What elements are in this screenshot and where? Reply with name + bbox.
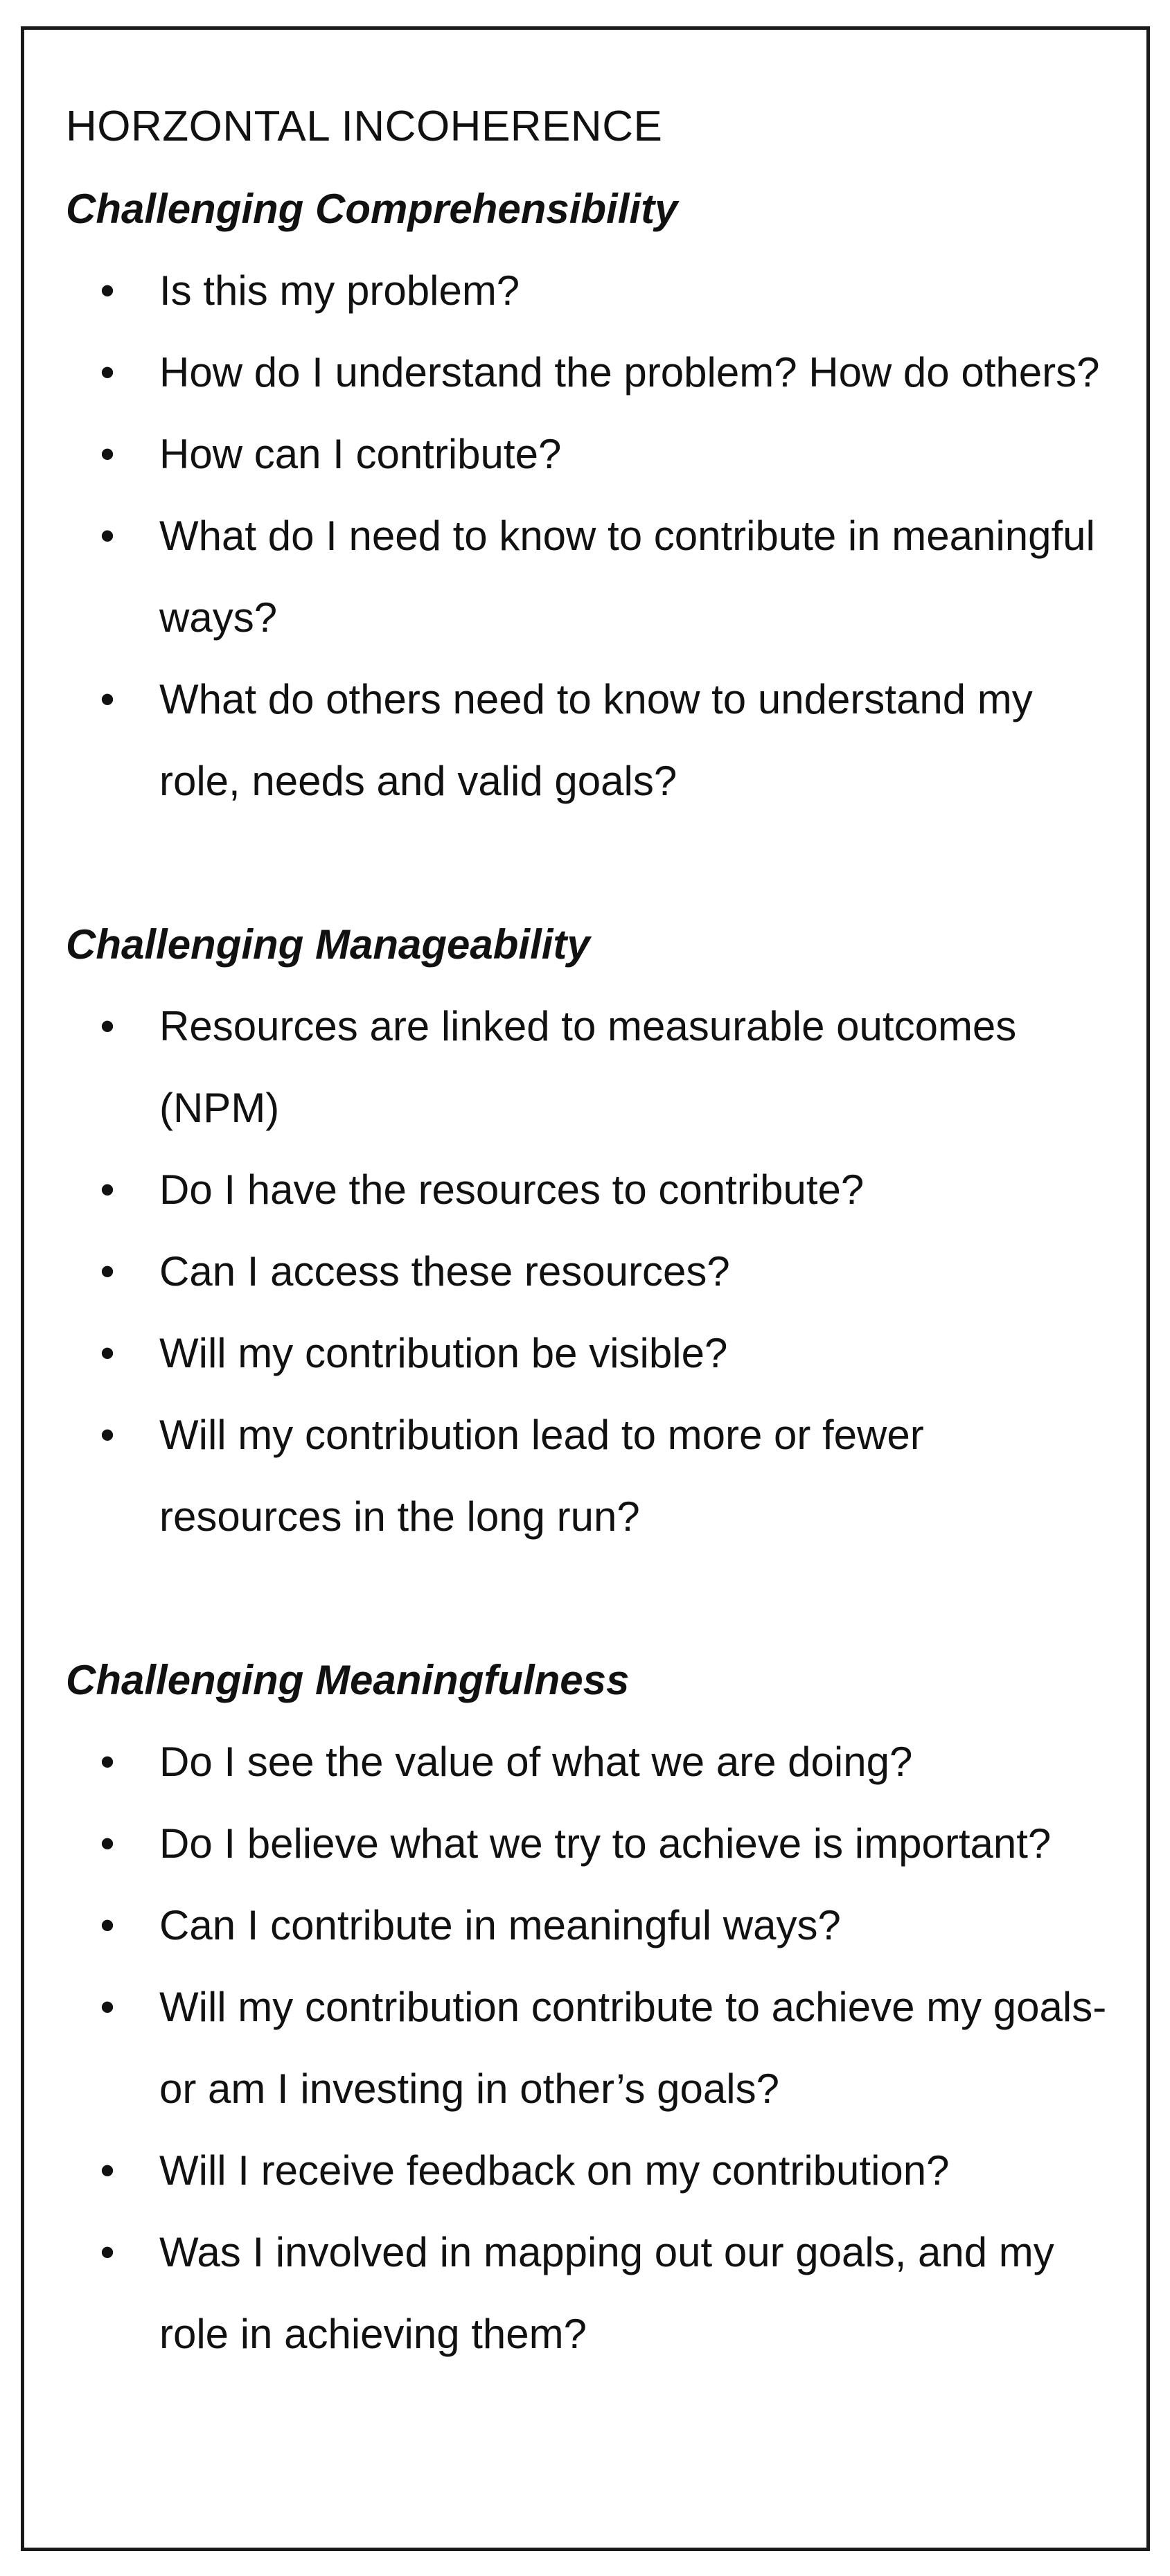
list-item-text: What do others need to know to understand my role, needs and valid goals?	[159, 676, 1033, 804]
list-item-text: Do I believe what we try to achieve is important?	[159, 1820, 1052, 1867]
list-item	[66, 2130, 1119, 2212]
bullet-list	[66, 250, 1119, 822]
list-item	[66, 2212, 1119, 2375]
list-item	[66, 1149, 1119, 1231]
list-item-text: Will my contribution be visible?	[159, 1330, 728, 1376]
text-box-frame	[21, 26, 1150, 2551]
section-heading: Challenging Manageability	[66, 921, 590, 968]
bullet-icon: •	[100, 1166, 115, 1213]
text-box-content	[66, 85, 1119, 2375]
list-item	[66, 1231, 1119, 1313]
list-item	[66, 332, 1119, 414]
bullet-icon: •	[100, 349, 115, 396]
list-item	[66, 1966, 1119, 2130]
list-item-text: Can I contribute in meaningful ways?	[159, 1902, 841, 1948]
list-item	[66, 1885, 1119, 1966]
list-item	[66, 414, 1119, 495]
list-item-text: How do I understand the problem? How do others?	[159, 349, 1100, 396]
list-item	[66, 250, 1119, 332]
bullet-icon: •	[100, 1820, 115, 1867]
section-heading: Challenging Meaningfulness	[66, 1657, 630, 1703]
list-item	[66, 1721, 1119, 1803]
list-item-text: Will my contribution contribute to achieve my goals- or am I investing in other’s goals?	[159, 1984, 1107, 2112]
list-item-text: What do I need to know to contribute in meaningful ways?	[159, 513, 1095, 641]
list-item	[66, 1313, 1119, 1394]
list-item-text: Resources are linked to measurable outcomes (NPM)	[159, 1003, 1017, 1131]
bullet-list	[66, 986, 1119, 1558]
list-item	[66, 495, 1119, 659]
bullet-icon: •	[100, 1248, 115, 1295]
list-item-text: Will my contribution lead to more or fewer resources in the long run?	[159, 1412, 924, 1540]
section-manageability	[66, 904, 1119, 1558]
bullet-icon: •	[100, 1984, 115, 2030]
list-item	[66, 1803, 1119, 1885]
list-item-text: Will I receive feedback on my contribution?	[159, 2147, 950, 2194]
bullet-icon: •	[100, 1330, 115, 1376]
bullet-icon: •	[100, 2147, 115, 2194]
box-title: HORZONTAL INCOHERENCE	[66, 103, 663, 150]
list-item-text: How can I contribute?	[159, 431, 562, 477]
list-item-text: Can I access these resources?	[159, 1248, 730, 1295]
bullet-icon: •	[100, 2229, 115, 2275]
list-item	[66, 986, 1119, 1149]
list-item	[66, 659, 1119, 822]
bullet-icon: •	[100, 513, 115, 559]
bullet-list	[66, 1721, 1119, 2375]
list-item-text: Do I see the value of what we are doing?	[159, 1739, 913, 1785]
bullet-icon: •	[100, 676, 115, 722]
section-comprehensibility	[66, 168, 1119, 822]
bullet-icon: •	[100, 1412, 115, 1458]
bullet-icon: •	[100, 1902, 115, 1948]
section-meaningfulness	[66, 1640, 1119, 2375]
bullet-icon: •	[100, 1003, 115, 1049]
bullet-icon: •	[100, 1739, 115, 1785]
list-item	[66, 1394, 1119, 1558]
bullet-icon: •	[100, 431, 115, 477]
list-item-text: Was I involved in mapping out our goals, and my role in achieving them?	[159, 2229, 1054, 2357]
section-heading: Challenging Comprehensibility	[66, 186, 678, 232]
bullet-icon: •	[100, 267, 115, 314]
list-item-text: Do I have the resources to contribute?	[159, 1166, 865, 1213]
list-item-text: Is this my problem?	[159, 267, 520, 314]
